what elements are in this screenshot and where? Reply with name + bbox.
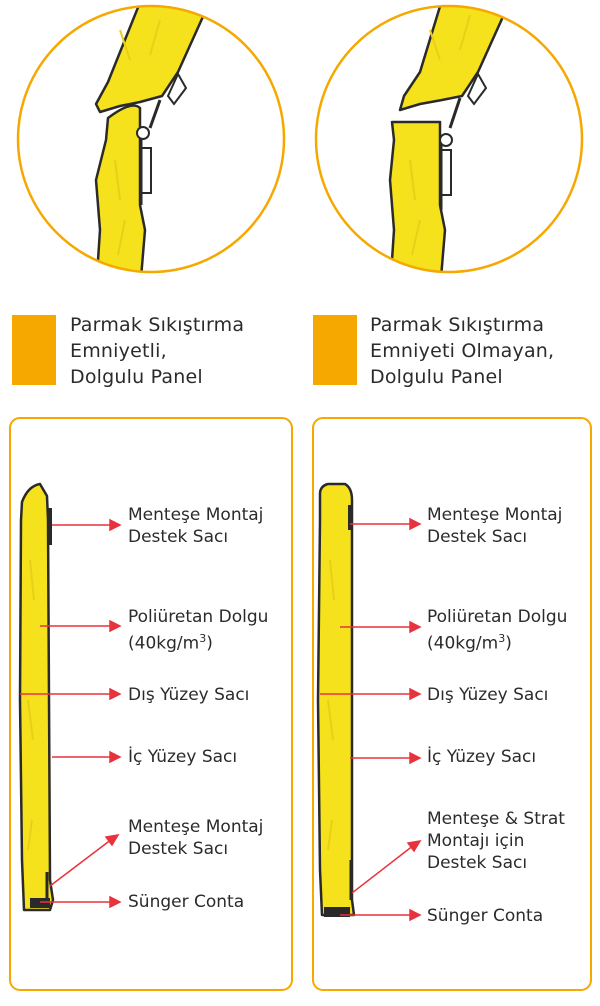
- right-legend-swatch: [313, 315, 357, 385]
- right-callout-polyurethane: Poliüretan Dolgu $(40kg/m^3)$: [427, 607, 568, 654]
- right-callout-hinge-support: Menteşe Montaj Destek Sacı: [427, 505, 563, 547]
- right-hinge-pin: [440, 134, 452, 146]
- left-callout-hinge-support-bottom: Menteşe Montaj Destek Sacı: [128, 817, 264, 859]
- left-title-line: Dolgulu Panel: [70, 366, 203, 388]
- right-callout-outer-sheet: Dış Yüzey Sacı: [427, 685, 549, 705]
- density-label: $(40kg/m^3)$: [128, 632, 213, 654]
- left-hinge-pin: [137, 127, 149, 139]
- left-title: [70, 312, 244, 390]
- left-detail-circle: [18, 0, 284, 290]
- left-callout-hinge-support: Menteşe Montaj Destek Sacı: [128, 505, 264, 547]
- right-title-line: Parmak Sıkıştırma: [370, 314, 545, 336]
- right-title-line: Dolgulu Panel: [370, 366, 503, 388]
- right-detail-circle: [316, 0, 582, 290]
- density-label: $(40kg/m^3)$: [427, 632, 512, 654]
- left-panel-section: [20, 484, 53, 910]
- left-callout-polyurethane: Poliüretan Dolgu $(40kg/m^3)$: [128, 607, 269, 654]
- left-callout-sponge-seal: Sünger Conta: [128, 892, 245, 912]
- right-callout-inner-sheet: İç Yüzey Sacı: [427, 747, 537, 767]
- left-callout-inner-sheet: İç Yüzey Sacı: [128, 747, 238, 767]
- right-callout-sponge-seal: Sünger Conta: [427, 906, 544, 926]
- left-legend-swatch: [12, 315, 56, 385]
- left-callout-outer-sheet: Dış Yüzey Sacı: [128, 685, 250, 705]
- left-title-line: Parmak Sıkıştırma: [70, 314, 245, 336]
- left-upper-panel: [96, 0, 215, 112]
- right-panel-section: [318, 484, 354, 917]
- right-title-line: Emniyeti Olmayan,: [370, 340, 555, 362]
- left-sponge-seal: [30, 898, 50, 908]
- left-title-line: Emniyetli,: [70, 340, 167, 362]
- right-lower-panel: [390, 122, 445, 290]
- right-title: [370, 312, 554, 390]
- right-callout-hinge-strut-support: Menteşe & Strat Montajı için Destek Sacı: [427, 809, 565, 873]
